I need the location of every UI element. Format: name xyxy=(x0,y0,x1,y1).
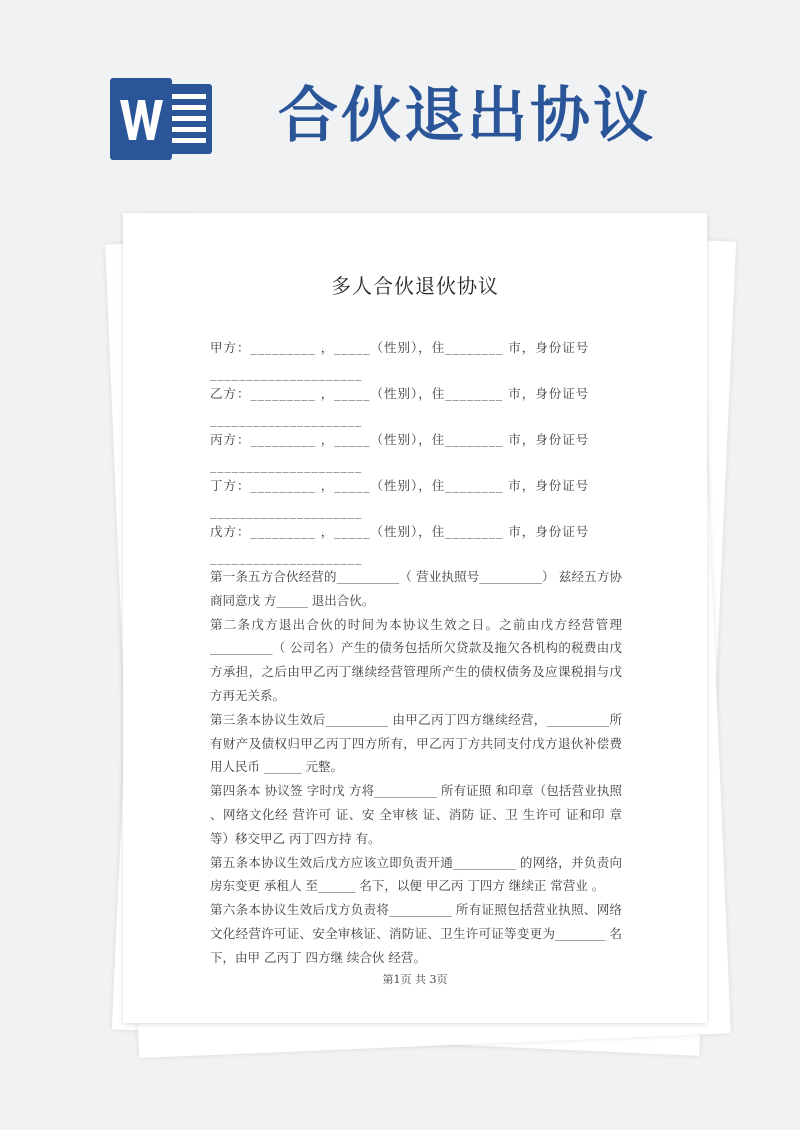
document-title: 多人合伙退伙协议 xyxy=(331,274,499,298)
party-wu xyxy=(210,522,620,565)
word-icon xyxy=(110,78,216,160)
party-jia xyxy=(210,338,620,381)
party-line: 丙方：_________ ，_____（性别），住________ 市，身份证号 xyxy=(210,432,590,447)
party-yi xyxy=(210,384,620,427)
party-line: 丁方：_________ ，_____（性别），住________ 市，身份证号 xyxy=(210,478,590,493)
party-id-blank: _____________________ xyxy=(210,458,363,473)
party-id-blank: _____________________ xyxy=(210,550,363,565)
article-list xyxy=(210,565,622,970)
page-footer: 第1页 共 3页 xyxy=(382,973,448,986)
party-bing xyxy=(210,430,620,473)
party-line: 甲方：_________ ，_____（性别），住________ 市，身份证号 xyxy=(210,340,590,355)
header-title: 合伙退出协议 xyxy=(278,81,656,151)
article-4: 第四条本 协议签 字时戊 方将__________ 所有证照 和印章（包括营业执照 、网络文化经 营许可 证、安 全审核 证、消防 证、卫 生许可 证和印 章等）移交甲乙 丙丁四方持 有。 xyxy=(210,783,622,846)
party-id-blank: _____________________ xyxy=(210,412,363,427)
article-6: 第六条本协议生效后戊方负责将__________ 所有证照包括营业执照、网络文化经营许可证、安全审核证、消防证、卫生许可证等变更为________ 名下，由甲 乙丙丁 四方继 续合伙 经营。 xyxy=(210,902,622,965)
party-ding xyxy=(210,476,620,519)
header xyxy=(110,72,750,162)
article-5: 第五条本协议生效后戊方应该立即负责开通__________ 的网络，并负责向房东变更 承租人 至______ 名下，以便 甲乙丙 丁四方 继续正 常营业 。 xyxy=(210,854,622,894)
article-3: 第三条本协议生效后__________ 由甲乙丙丁四方继续经营，__________所有财产及债权归甲乙丙丁四方所有，甲乙丙丁方共同支付戊方退伙补偿费用人民币 ______ 元整。 xyxy=(210,711,622,775)
party-id-blank: _____________________ xyxy=(210,504,363,519)
party-line: 戊方：_________ ，_____（性别），住________ 市，身份证号 xyxy=(210,524,590,539)
party-id-blank: _____________________ xyxy=(210,366,363,381)
document-page xyxy=(123,213,707,1023)
party-line: 乙方：_________ ，_____（性别），住________ 市，身份证号 xyxy=(210,386,590,401)
article-2: 第二条戊方退出合伙的时间为本协议生效之日。之前由戊方经营管理__________（ 公司名）产生的债务包括所欠贷款及拖欠各机构的税费由戊方承担，之后由甲乙丙丁继续经营管理所产生的债权债务及应课税捐与戊方再无关系。 xyxy=(210,616,622,703)
article-1: 第一条五方合伙经营的__________（ 营业执照号__________） 兹经五方协商同意戊 方_____ 退出合伙。 xyxy=(210,569,622,608)
